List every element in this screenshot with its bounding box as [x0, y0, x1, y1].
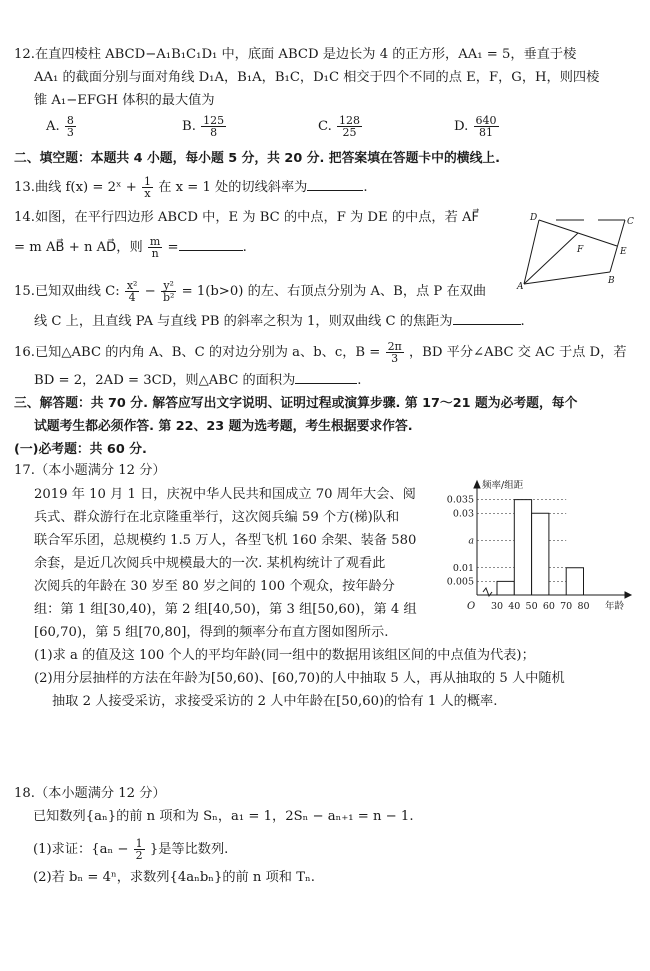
required-part-heading: (一)必考题：共 60 分. [14, 442, 147, 457]
q14-line-2: = m AB⃗ + n AD⃗，则 $\frac{m}{n}$ = . [14, 235, 247, 260]
histogram-bar [532, 513, 549, 595]
fraction: $\frac{1}{x}$ [144, 175, 152, 200]
section-2-heading: 二、填空题：本题共 4 小题，每小题 5 分，共 20 分. 把答案填在答题卡中的横线上. [14, 151, 501, 166]
fraction: $\frac{2\pi}{3}$ [387, 340, 402, 365]
q12-option-b: B. $\frac{125}{8}$ [182, 114, 225, 139]
edge-da [524, 220, 539, 284]
q17-text-3: 联合军乐团，总规模约 1.5 万人，各型飞机 160 余架、装备 580 [34, 533, 417, 548]
y-axis-label: 频率/组距 [482, 480, 524, 491]
q12-option-c: C. $\frac{128}{25}$ [318, 114, 361, 139]
fraction: $\frac{125}{8}$ [203, 114, 225, 139]
y-axis-arrow [474, 481, 480, 488]
y-tick-label: 0.03 [452, 508, 474, 520]
q12-option-d: D. $\frac{640}{81}$ [454, 114, 497, 139]
fraction: $\frac{640}{81}$ [475, 114, 497, 139]
q13: 13.曲线 f(x) = 2ˣ + $\frac{1}{x}$ 在 x = 1 处的切线斜率为 . [14, 175, 368, 200]
y-tick-label: 0.005 [446, 576, 474, 588]
y-tick-label: 0.01 [452, 562, 474, 574]
fraction: $\frac{1}{2}$ [135, 837, 143, 862]
answer-blank[interactable] [179, 238, 243, 251]
fraction: $\frac{128}{25}$ [339, 114, 361, 139]
fraction: $\frac{8}{3}$ [66, 114, 74, 139]
q17-text-1: 2019 年 10 月 1 日，庆祝中华人民共和国成立 70 周年大会、阅 [34, 487, 416, 502]
fraction: $\frac{m}{n}$ [149, 235, 161, 260]
q12-line-2: AA₁ 的截面分别与面对角线 D₁A，B₁A，B₁C，D₁C 相交于四个不同的点 E，F，G，H，则四棱 [34, 70, 600, 85]
x-tick-label: 50 [525, 601, 538, 612]
section-3-subheading: 试题考生都必须作答. 第 22、23 题为选考题，考生根据要求作答. [34, 419, 413, 434]
origin-label: O [467, 601, 476, 612]
label-b: B [608, 276, 615, 286]
x-tick-label: 30 [490, 601, 504, 612]
histogram-bar [566, 568, 583, 595]
edge-ab [524, 272, 610, 284]
q14-line-1: 14.如图，在平行四边形 ABCD 中，E 为 BC 的中点，F 为 DE 的中点，若 AF⃗ [14, 210, 480, 225]
answer-blank[interactable] [295, 371, 357, 384]
x-tick-label: 70 [560, 601, 573, 612]
q12-line-1: 12.在直四棱柱 ABCD−A₁B₁C₁D₁ 中，底面 ABCD 是边长为 4 的正方形，AA₁ = 5，垂直于棱 [14, 47, 577, 62]
x-tick-label: 80 [577, 601, 590, 612]
parallelogram-figure [512, 208, 640, 294]
q17-text-6: 组：第 1 组[30,40)，第 2 组[40,50)，第 3 组[50,60)，第 4 组 [34, 602, 417, 617]
edge-bc [610, 220, 625, 272]
q17-text-2: 兵式、群众游行在北京隆重举行，这次阅兵编 59 个方(梯)队和 [34, 510, 400, 525]
q17-text-5: 次阅兵的年龄在 30 岁至 80 岁之间的 100 个观众，按年龄分 [34, 579, 395, 594]
q17-text-7: [60,70)，第 5 组[70,80]，得到的频率分布直方图如图所示. [34, 625, 389, 640]
q17-text-4: 余套，是近几次阅兵中规模最大的一次. 某机构统计了观看此 [34, 556, 386, 571]
q12-option-a: A. $\frac{8}{3}$ [46, 114, 74, 139]
histogram-bar [514, 500, 531, 595]
histogram-bar [497, 581, 514, 595]
q17-part-1: (1)求 a 的值及这 100 个人的平均年龄(同一组中的数据用该组区间的中点值为代表)； [34, 648, 535, 663]
fraction: $\frac{\text{x²}}{4}$ [126, 279, 138, 304]
q15-line-2: 线 C 上，且直线 PA 与直线 PB 的斜率之积为 1，则双曲线 C 的焦距为 . [34, 314, 525, 329]
y-tick-label: 0.035 [446, 494, 474, 506]
q17-part-2: (2)用分层抽样的方法在年龄为[50,60)、[60,70)的人中抽取 5 人，再从抽取的 5 人中随机 [34, 671, 565, 686]
q18-heading: 18.（本小题满分 12 分） [14, 786, 166, 801]
x-tick-label: 40 [508, 601, 521, 612]
section-3-heading: 三、解答题：共 70 分. 解答应写出文字说明、证明过程或演算步骤. 第 17～21 题为必考题，每个 [14, 396, 578, 411]
q16-line-1: 16.已知△ABC 的内角 A、B、C 的对边分别为 a、b、c，B = $\frac{2\pi}{3}$ ，BD 平分∠ABC 交 AC 于点 D，若 [14, 340, 627, 365]
x-axis-label: 年龄 [605, 601, 625, 612]
q17-heading: 17.（本小题满分 12 分） [14, 463, 166, 478]
q17-part-2-cont: 抽取 2 人接受采访，求接受采访的 2 人中年龄在[50,60)的恰有 1 人的概率. [52, 694, 498, 709]
q18-line-1: 已知数列{aₙ}的前 n 项和为 Sₙ，a₁ = 1，2Sₙ − aₙ₊₁ = n − 1. [33, 809, 414, 824]
label-a: A [517, 282, 524, 292]
y-tick-label: a [468, 535, 474, 547]
fraction: $\frac{\text{y²}}{\text{b²}}$ [162, 279, 175, 304]
q18-part-1: (1)求证：{aₙ − $\frac{1}{2}$ }是等比数列. [33, 837, 229, 862]
q12-line-3: 锥 A₁−EFGH 体积的最大值为 [34, 93, 215, 108]
x-axis-arrow [625, 592, 631, 598]
label-f: F [577, 245, 584, 255]
answer-blank[interactable] [307, 178, 363, 191]
label-e: E [620, 247, 627, 257]
label-d: D [530, 213, 538, 223]
x-tick-label: 60 [542, 601, 555, 612]
frequency-histogram [445, 476, 640, 616]
q15-line-1: 15.已知双曲线 C: $\frac{\text{x²}}{4}$ − $\frac{\text{y²}}{\text{b²}}$ = 1(b>0) 的左、右顶点分别为 A、B，点 P 在双曲 [14, 279, 487, 304]
segment-af [524, 233, 578, 284]
label-c: C [627, 217, 634, 227]
q18-part-2: (2)若 bₙ = 4ⁿ，求数列{4aₙbₙ}的前 n 项和 Tₙ. [33, 870, 315, 885]
q16-line-2: BD = 2，2AD = 3CD，则△ABC 的面积为 . [34, 373, 362, 388]
answer-blank[interactable] [453, 312, 521, 325]
